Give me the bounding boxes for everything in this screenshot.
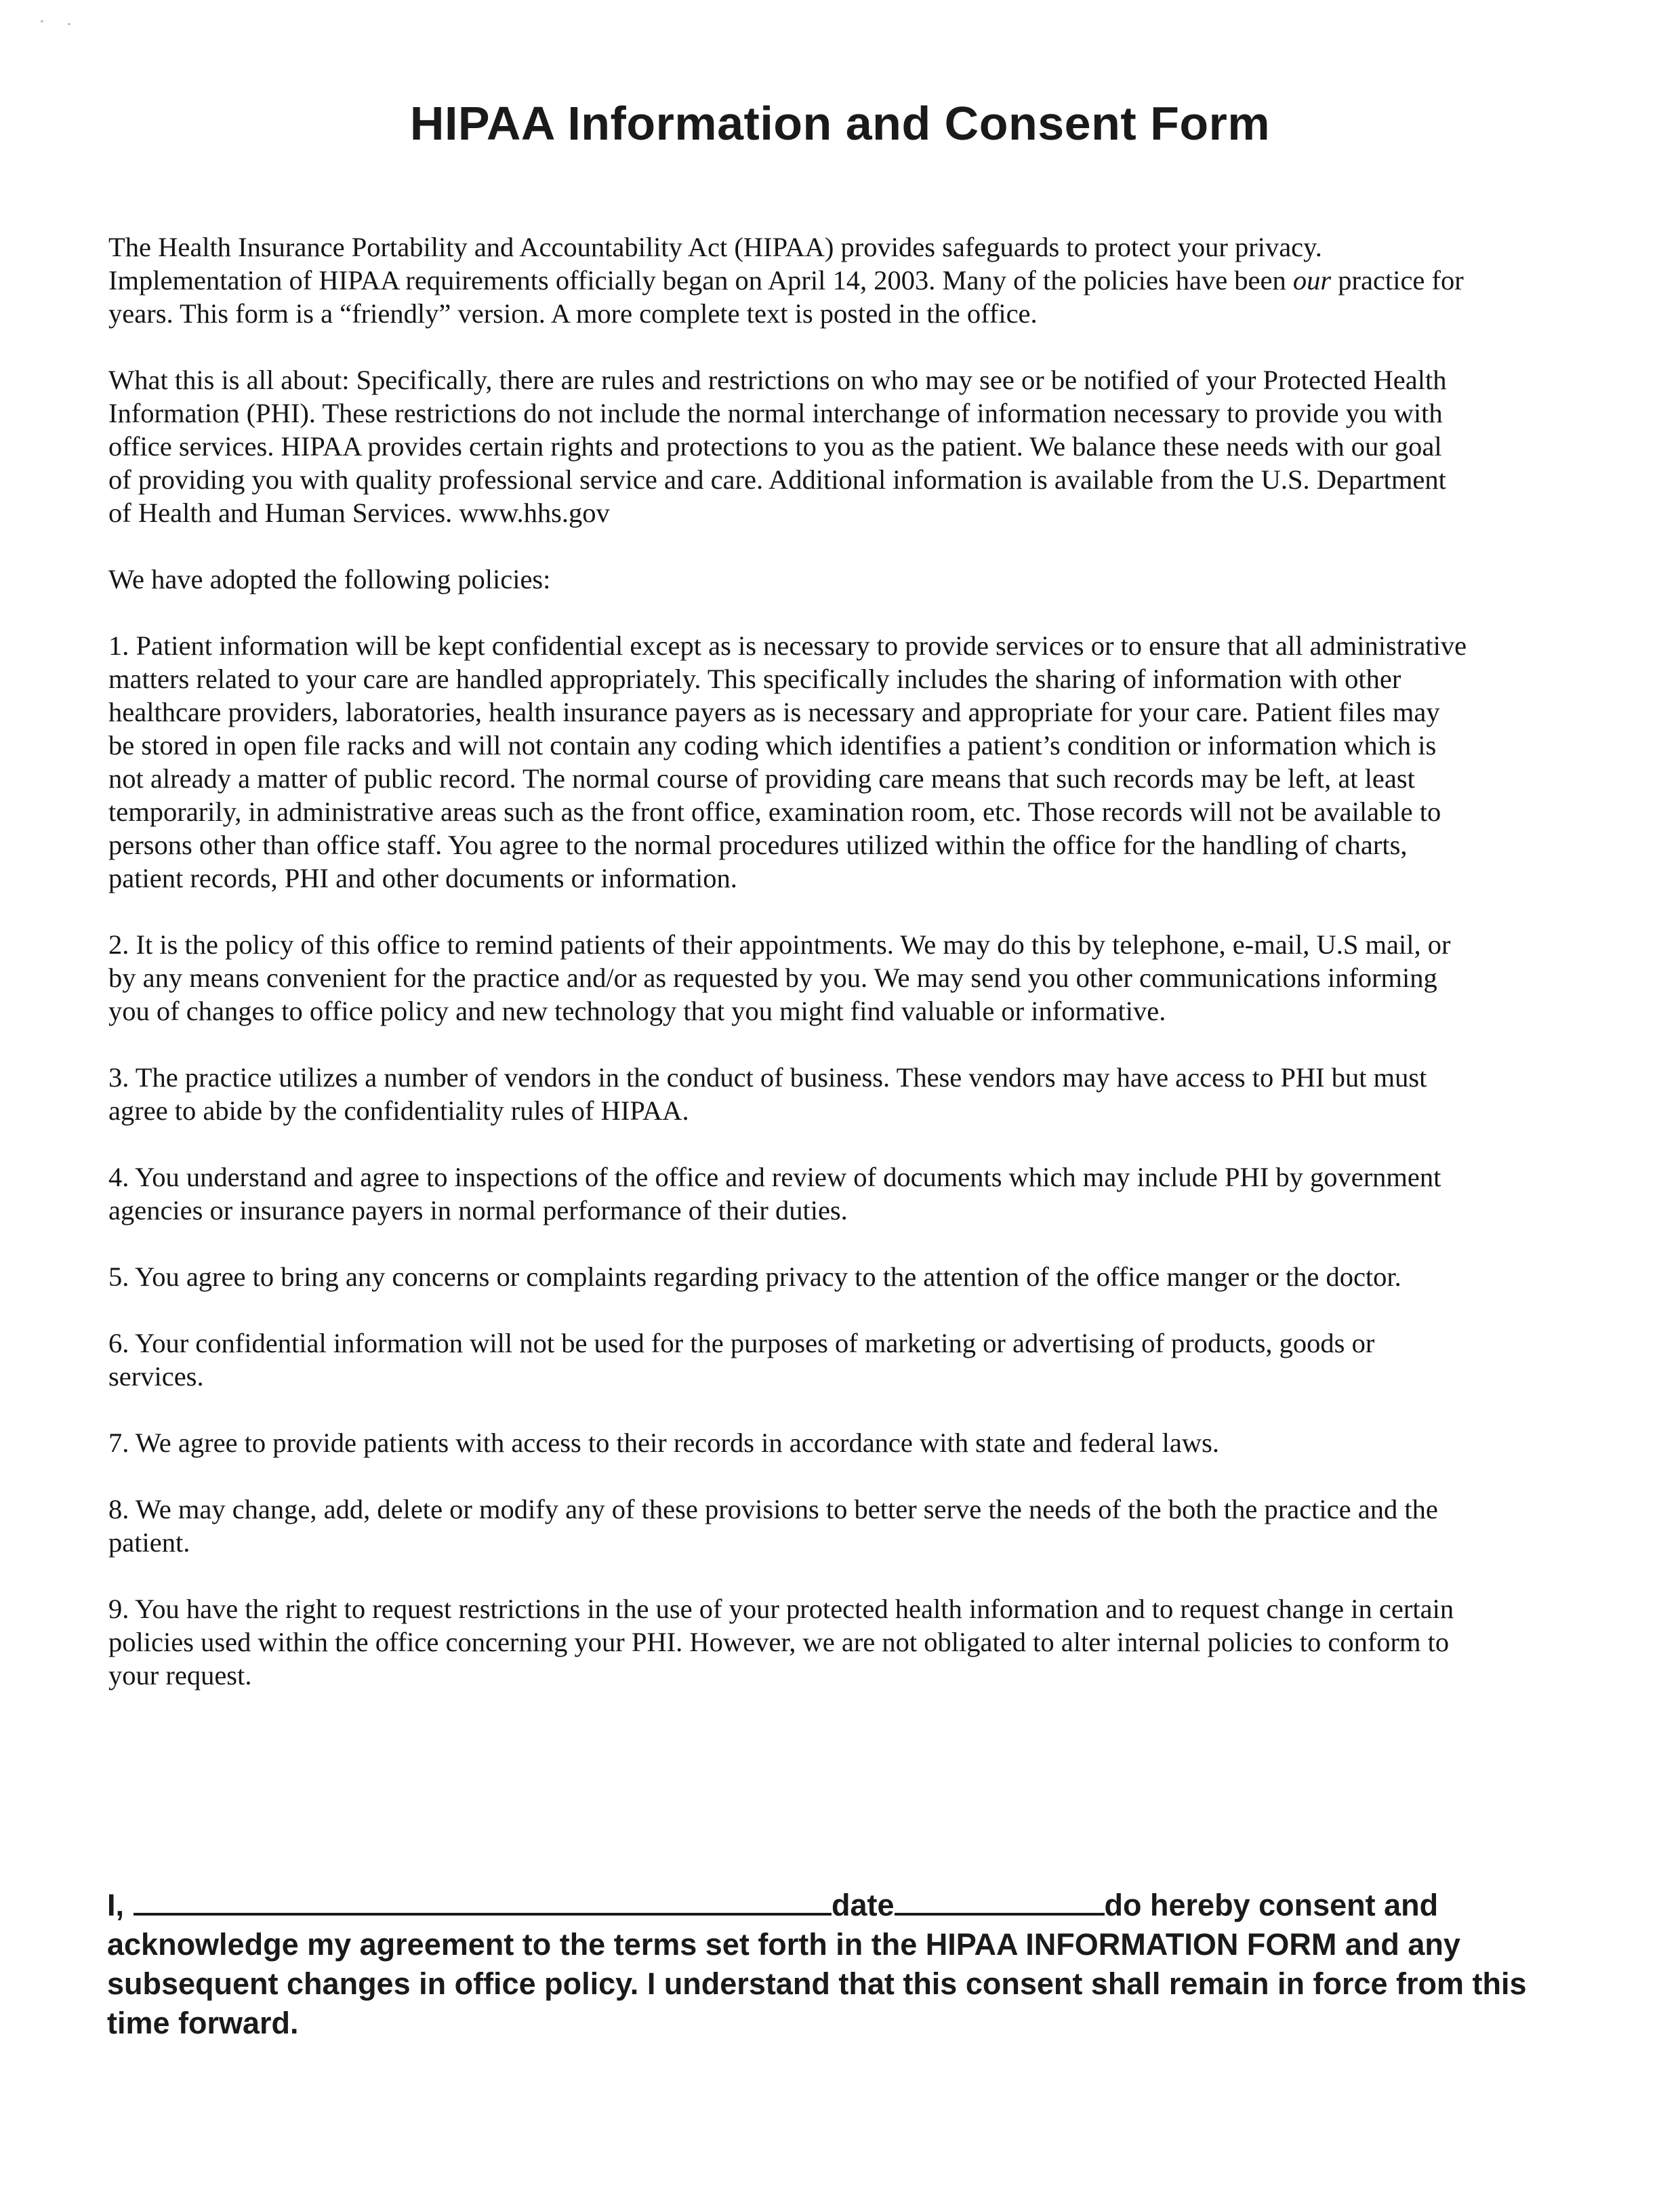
- name-blank-field[interactable]: [134, 1883, 832, 1916]
- intro-paragraph: [108, 230, 1471, 330]
- intro-text-start: The Health Insurance Portability and Accountability Act (HIPAA) provides safeguards to protect your privacy. Implementation of HIPAA requirements officially began on April 14, 2003. Many of the policies have been: [108, 232, 1322, 296]
- policy-item-3: 3. The practice utilizes a number of vendors in the conduct of business. These vendors may have access to PHI but must agree to abide by the confidentiality rules of HIPAA.: [108, 1062, 1427, 1126]
- policies-intro: We have adopted the following policies:: [108, 564, 551, 594]
- policy-item-7: 7. We agree to provide patients with access to their records in accordance with state and federal laws.: [108, 1428, 1219, 1458]
- policy-item-5: 5. You agree to bring any concerns or complaints regarding privacy to the attention of the office manger or the doctor.: [108, 1261, 1401, 1292]
- consent-text: do hereby consent and acknowledge my agreement to the terms set forth in the HIPAA INFORMATION FORM and any subsequent changes in office policy. I understand that this consent shall remain in force from this time forward.: [107, 1888, 1527, 2040]
- policy-item-4: 4. You understand and agree to inspections of the office and review of documents which may include PHI by government agencies or insurance payers in normal performance of their duties.: [108, 1162, 1441, 1226]
- scan-speck: [68, 23, 70, 25]
- form-body: [108, 230, 1471, 1725]
- intro-emphasis: our: [1292, 265, 1332, 296]
- consent-prefix: I,: [107, 1888, 125, 1922]
- intro-text-end: practice for years. This form is a “friendly” version. A more complete text is posted in the office.: [108, 265, 1464, 329]
- policy-item-9: 9. You have the right to request restrictions in the use of your protected health information and to request change in certain policies used within the office concerning your PHI. However, we are not obligated to alter internal policies to conform to your request.: [108, 1594, 1454, 1691]
- policy-item-2: 2. It is the policy of this office to remind patients of their appointments. We may do this by telephone, e-mail, U.S mail, or by any means convenient for the practice and/or as requested by you. We may send you other communications informing you of changes to office policy and new technology that you might find valuable or informative.: [108, 929, 1451, 1026]
- scan-speck: [41, 20, 43, 22]
- policy-item-8: 8. We may change, add, delete or modify any of these provisions to better serve the needs of the both the practice and the patient.: [108, 1494, 1438, 1558]
- date-label: date: [832, 1888, 895, 1922]
- policy-item-1: 1. Patient information will be kept confidential except as is necessary to provide services or to ensure that all administrative matters related to your care are handled appropriately. This specifically includes the sharing of information with other healthcare providers, laboratories, health insurance payers as is necessary and appropriate for your care. Patient files may be stored in open file racks and will not contain any coding which identifies a patient’s condition or information which is not already a matter of public record. The normal course of providing care means that such records may be left, at least temporarily, in administrative areas such as the front office, examination room, etc. Those records will not be available to persons other than office staff. You agree to the normal procedures utilized within the office for the handling of charts, patient records, PHI and other documents or information.: [108, 630, 1467, 893]
- policy-item-6: 6. Your confidential information will not be used for the purposes of marketing or advertising of products, goods or services.: [108, 1328, 1375, 1392]
- page-title: HIPAA Information and Consent Form: [409, 97, 1271, 150]
- date-blank-field[interactable]: [895, 1883, 1105, 1916]
- about-paragraph: What this is all about: Specifically, there are rules and restrictions on who may see or be notified of your Protected Health Information (PHI). These restrictions do not include the normal interchange of information necessary to provide you with office services. HIPAA provides certain rights and protections to you as the patient. We balance these needs with our goal of providing you with quality professional service and care. Additional information is available from the U.S. Department of Health and Human Services. www.hhs.gov: [108, 365, 1447, 528]
- consent-statement: [107, 1883, 1578, 2043]
